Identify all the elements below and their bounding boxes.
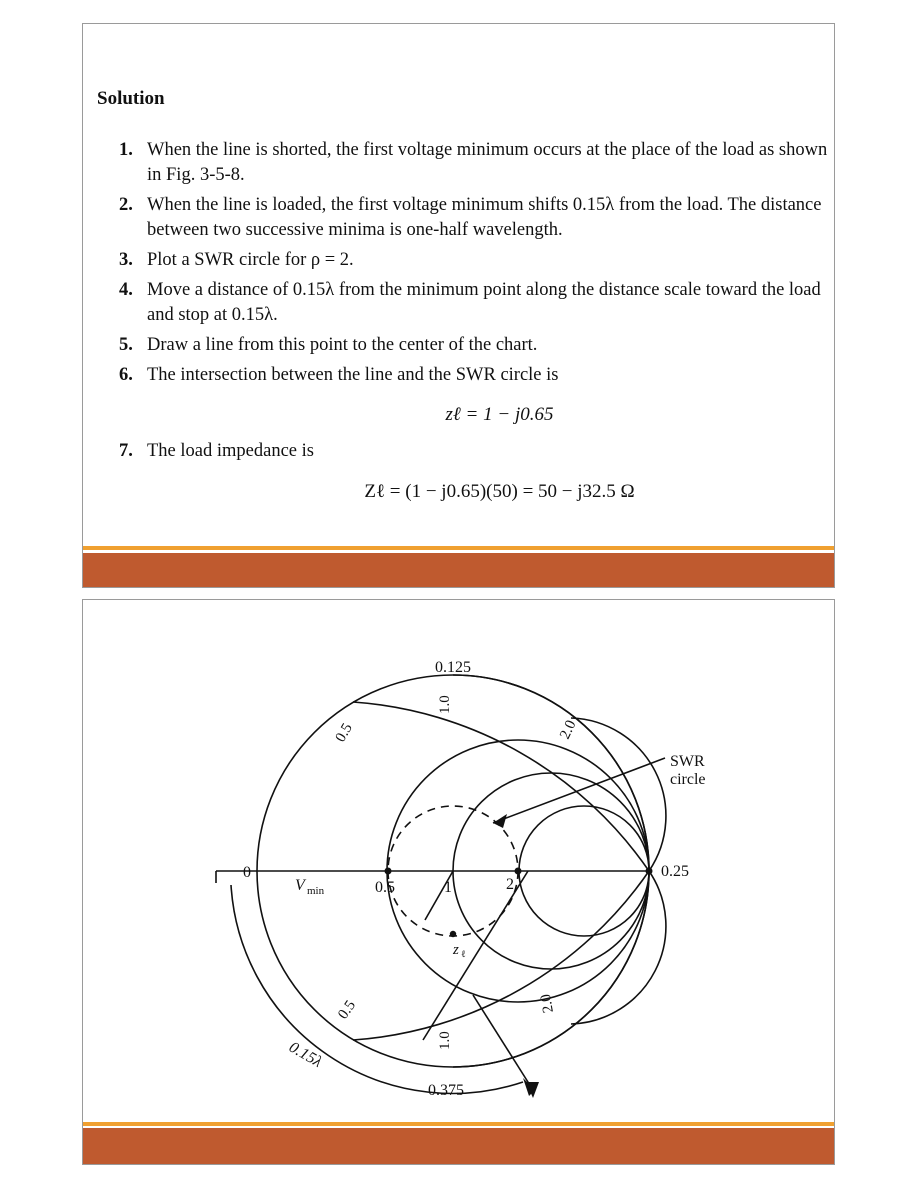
step-text: Move a distance of 0.15λ from the minimum point along the distance scale toward the load and stop at 0.15λ. [147, 280, 821, 325]
step-2 [119, 193, 831, 243]
step-text: The load impedance is [147, 441, 314, 461]
solution-steps [119, 138, 831, 393]
pointer-line [473, 995, 533, 1090]
footer-bar [83, 1128, 834, 1164]
step-text: The intersection between the line and the SWR circle is [147, 365, 559, 385]
step-4 [119, 278, 831, 328]
label-r1: 1 [444, 879, 452, 896]
step-1 [119, 138, 831, 188]
slide-solution [82, 23, 835, 588]
label-x05-bottom: 0.5 [335, 997, 360, 1023]
label-x20-bottom: 2.0 [537, 992, 557, 1015]
step-number: 5. [119, 335, 133, 355]
step-7 [119, 441, 314, 462]
step-number: 6. [119, 365, 133, 385]
equation-normalized-load: zℓ = 1 − j0.65 [445, 404, 554, 425]
label-top: 0.125 [435, 659, 471, 676]
label-distance-arc: 0.15λ [286, 1038, 325, 1071]
point-open [646, 868, 653, 875]
label-circle: circle [670, 771, 706, 788]
label-vmin: V [295, 877, 305, 894]
label-zl: z [453, 942, 459, 958]
label-swr: SWR [670, 753, 705, 770]
swr-callout-line [493, 758, 665, 823]
label-x20-top: 2.0 [557, 717, 580, 742]
step-5 [119, 333, 831, 358]
step-number: 4. [119, 280, 133, 300]
distance-arc [231, 885, 523, 1093]
label-vmin-sub: min [307, 885, 325, 897]
label-bottom: 0.375 [428, 1082, 464, 1099]
step-number: 3. [119, 250, 133, 270]
label-x10-bottom: 1.0 [437, 1031, 453, 1050]
label-r05: 0.5 [375, 879, 395, 896]
label-left: 0 [243, 864, 251, 881]
label-x05-top: 0.5 [332, 720, 356, 745]
label-x10-top: 1.0 [437, 695, 453, 714]
point-r05 [385, 868, 392, 875]
point-r2 [515, 868, 522, 875]
footer-accent-line [83, 1122, 834, 1126]
solution-heading: Solution [97, 88, 165, 109]
label-r2: 2 [506, 876, 514, 893]
step-text: Draw a line from this point to the center of the chart. [147, 335, 538, 355]
step-number: 7. [119, 441, 133, 461]
equation-load-impedance: Zℓ = (1 − j0.65)(50) = 50 − j32.5 Ω [364, 481, 635, 502]
step-text: Plot a SWR circle for ρ = 2. [147, 250, 354, 270]
step-3 [119, 248, 831, 273]
x-arc-2.0-bottom [571, 871, 666, 1024]
footer-bar [83, 553, 834, 587]
step-number: 1. [119, 140, 133, 160]
step-number: 2. [119, 195, 133, 215]
smith-chart-figure [83, 600, 835, 1122]
point-zl [450, 931, 456, 937]
slide-smith-chart [82, 599, 835, 1165]
footer-accent-line [83, 546, 834, 550]
step-text: When the line is shorted, the first voltage minimum occurs at the place of the load as shown in Fig. 3-5-8. [147, 140, 828, 185]
label-zl-sub: ℓ [461, 949, 466, 960]
step-6 [119, 363, 831, 388]
label-right: 0.25 [661, 863, 689, 880]
x-arc-2.0-top [571, 718, 666, 871]
step-text: When the line is loaded, the first voltage minimum shifts 0.15λ from the load. The distance between two successive minima is one-half wavelength. [147, 195, 822, 240]
